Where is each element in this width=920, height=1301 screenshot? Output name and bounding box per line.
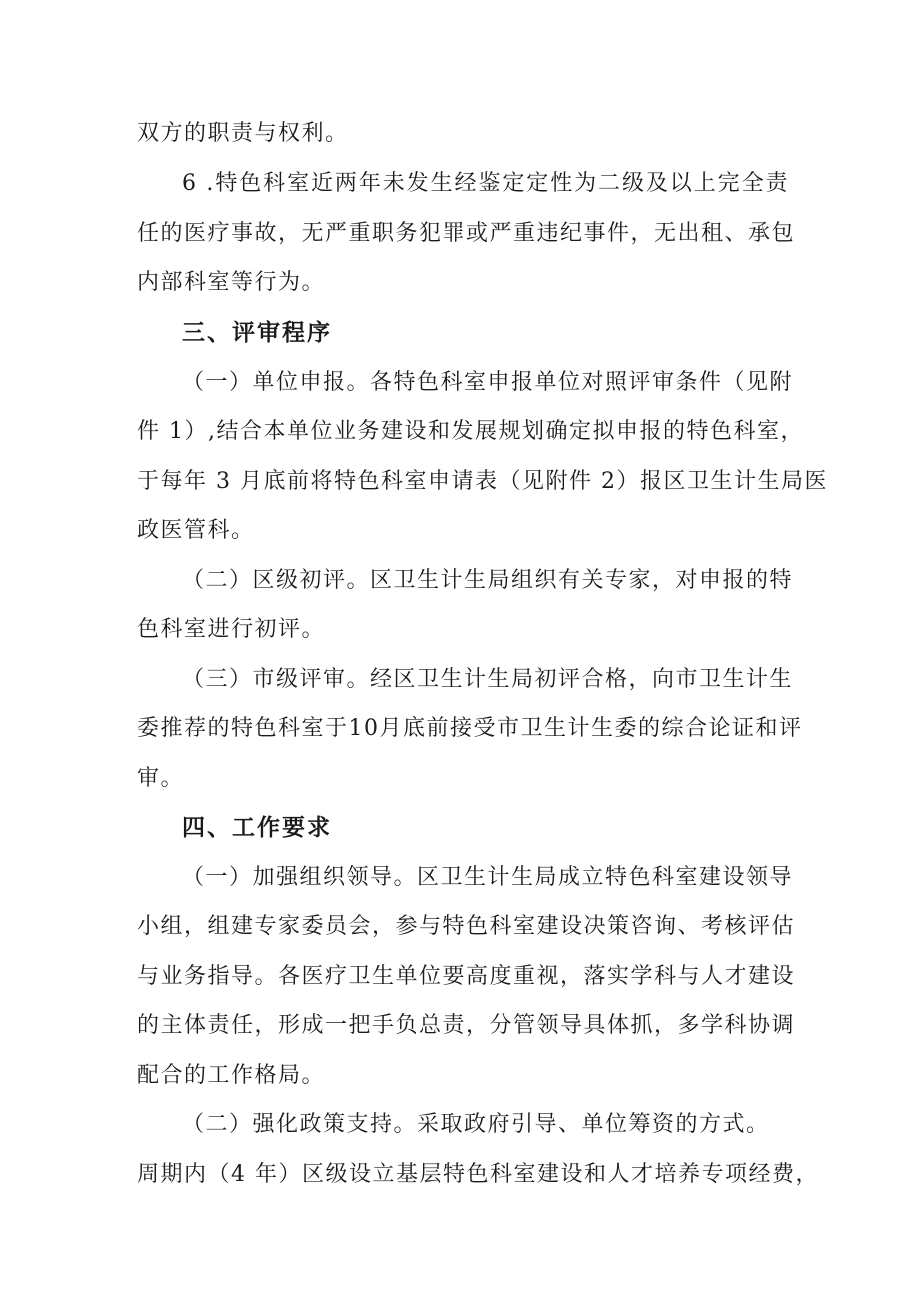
paragraph-line: （一）单位申报。各特色科室申报单位对照评审条件（见附 (182, 370, 794, 395)
paragraph-line: 与业务指导。各医疗卫生单位要高度重视，落实学科与人才建设 (137, 964, 796, 989)
paragraph-line: 内部科室等行为。 (137, 270, 326, 295)
paragraph-line: 于每年 3 月底前将特色科室申请表（见附件 2）报区卫生计生局医 (137, 469, 828, 494)
paragraph-line: 周期内（4 年）区级设立基层特色科室建设和人才培养专项经费， (137, 1162, 819, 1187)
paragraph-line: （三）市级评审。经区卫生计生局初评合格，向市卫生计生 (182, 667, 794, 692)
paragraph-line: 6 .特色科室近两年未发生经鉴定定性为二级及以上完全责 (182, 171, 789, 196)
paragraph-line: 政医管科。 (137, 518, 255, 543)
paragraph-line: 的主体责任，形成一把手负总责，分管领导具体抓，多学科协调 (137, 1013, 796, 1038)
paragraph-line: 审。 (137, 766, 185, 791)
paragraph-line: 双方的职责与权利。 (137, 121, 349, 146)
paragraph-line: 色科室进行初评。 (137, 617, 326, 642)
paragraph-line: 配合的工作格局。 (137, 1063, 326, 1088)
paragraph-line: （二）强化政策支持。采取政府引导、单位筹资的方式。 (182, 1112, 770, 1137)
paragraph-line: 小组，组建专家委员会，参与特色科室建设决策咨询、考核评估 (137, 914, 796, 939)
section-heading: 四、工作要求 (182, 815, 332, 841)
paragraph-line: 件 1）,结合本单位业务建设和发展规划确定拟申报的特色科室， (137, 419, 804, 444)
paragraph-line: 委推荐的特色科室于10月底前接受市卫生计生委的综合论证和评 (137, 716, 803, 741)
paragraph-line: （二）区级初评。区卫生计生局组织有关专家，对申报的特 (182, 568, 794, 593)
paragraph-line: 任的医疗事故，无严重职务犯罪或严重违纪事件，无出租、承包 (137, 221, 796, 246)
section-heading: 三、评审程序 (182, 320, 332, 346)
paragraph-line: （一）加强组织领导。区卫生计生局成立特色科室建设领导 (182, 865, 794, 890)
